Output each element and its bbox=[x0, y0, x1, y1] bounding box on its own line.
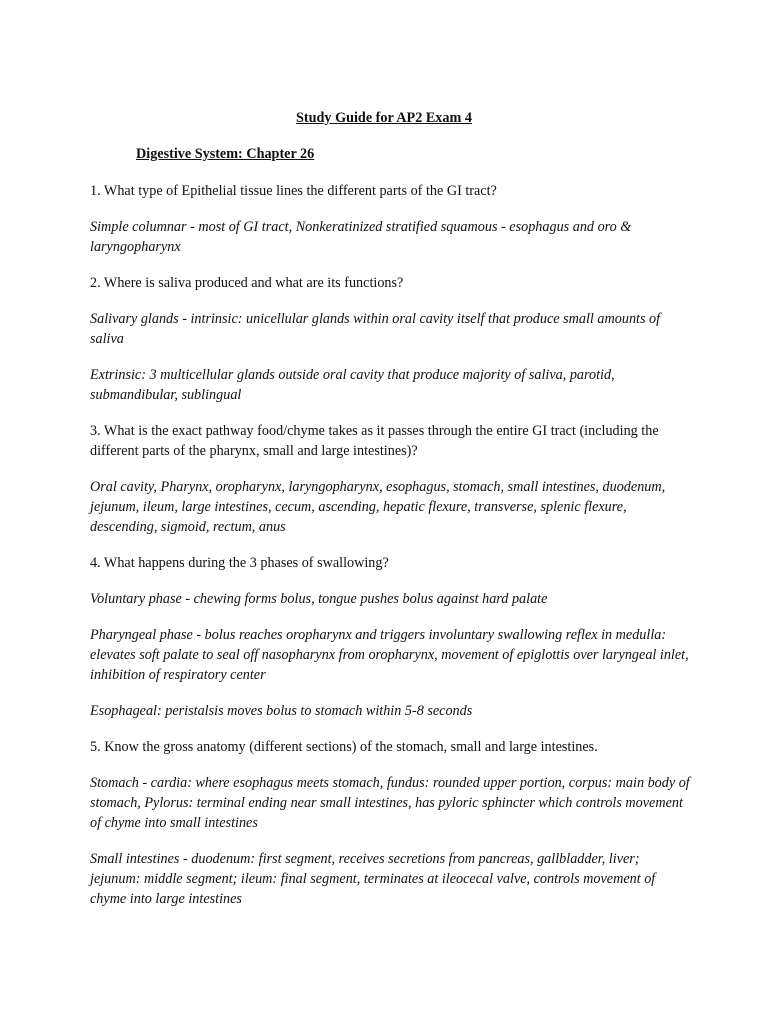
answer-3: Oral cavity, Pharynx, oropharynx, laryngopharynx, esophagus, stomach, small intestines, duodenum, jejunum, ileum, large intestines, cecum, ascending, hepatic flexure, transverse, splenic flexure, descending, sigmoid, rectum, anus bbox=[90, 479, 666, 535]
answer-4c: Esophageal: peristalsis moves bolus to stomach within 5-8 seconds bbox=[90, 703, 473, 719]
answer-1: Simple columnar - most of GI tract, Nonkeratinized stratified squamous - esophagus and oro & laryngopharynx bbox=[90, 219, 632, 255]
answer-5a: Stomach - cardia: where esophagus meets stomach, fundus: rounded upper portion, corpus: main body of stomach, Pylorus: terminal ending near small intestines, has pyloric sphincter which controls movement of chyme into small intestines bbox=[90, 775, 690, 831]
answer-4a: Voluntary phase - chewing forms bolus, tongue pushes bolus against hard palate bbox=[90, 591, 548, 607]
answer-2a: Salivary glands - intrinsic: unicellular glands within oral cavity itself that produce small amounts of saliva bbox=[90, 311, 661, 347]
question-3: 3. What is the exact pathway food/chyme takes as it passes through the entire GI tract (including the different parts of the pharynx, small and large intestines)? bbox=[90, 423, 659, 459]
question-4: 4. What happens during the 3 phases of swallowing? bbox=[90, 555, 389, 571]
page-title: Study Guide for AP2 Exam 4 bbox=[296, 110, 472, 126]
question-1: 1. What type of Epithelial tissue lines the different parts of the GI tract? bbox=[90, 183, 497, 199]
question-2: 2. Where is saliva produced and what are its functions? bbox=[90, 275, 404, 291]
study-guide-content bbox=[90, 181, 690, 925]
answer-4b: Pharyngeal phase - bolus reaches oropharynx and triggers involuntary swallowing reflex in medulla: elevates soft palate to seal off nasopharynx from oropharynx, movement of epiglottis over laryngeal inlet, inhibition of respiratory center bbox=[90, 627, 689, 683]
section-heading: Digestive System: Chapter 26 bbox=[136, 146, 315, 162]
answer-5b: Small intestines - duodenum: first segment, receives secretions from pancreas, gallbladder, liver; jejunum: middle segment; ileum: final segment, terminates at ileocecal valve, controls movement of chyme into large intestines bbox=[90, 851, 656, 907]
answer-2b: Extrinsic: 3 multicellular glands outside oral cavity that produce majority of saliva, parotid, submandibular, sublingual bbox=[90, 367, 615, 403]
question-5: 5. Know the gross anatomy (different sections) of the stomach, small and large intestines. bbox=[90, 739, 598, 755]
